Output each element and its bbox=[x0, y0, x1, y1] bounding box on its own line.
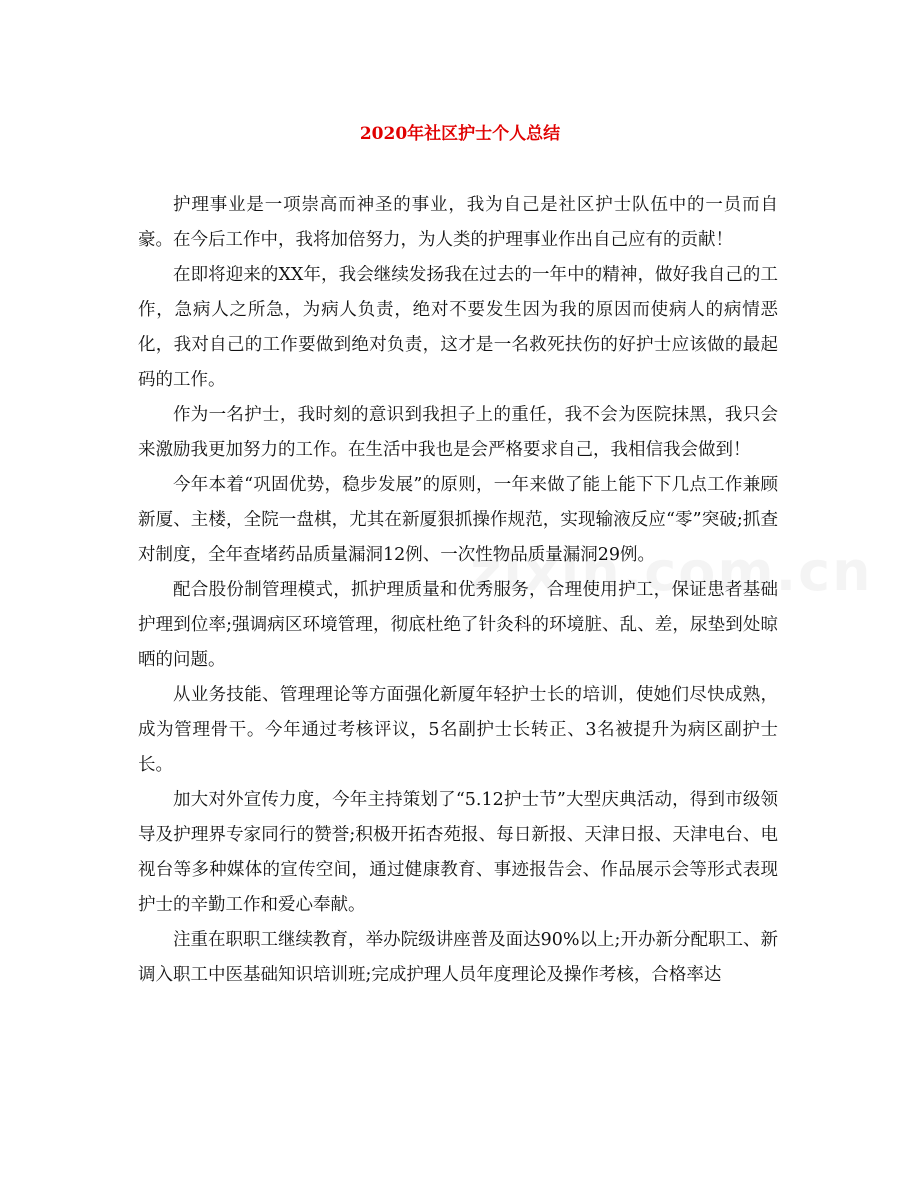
paragraph-4: 今年本着“巩固优势，稳步发展”的原则，一年来做了能上能下下几点工作兼顾新厦、主楼，全院一盘棋，尤其在新厦狠抓操作规范，实现输液反应“零”突破;抓查对制度，全年查堵药品质量漏洞12例、一次性物品质量漏洞29例。 bbox=[138, 475, 778, 565]
paragraph-1: 护理事业是一项崇高而神圣的事业，我为自己是社区护士队伍中的一员而自豪。在今后工作中，我将加倍努力，为人类的护理事业作出自己应有的贡献！ bbox=[138, 195, 778, 250]
paragraph-5: 配合股份制管理模式，抓护理质量和优秀服务，合理使用护工，保证患者基础护理到位率;强调病区环境管理，彻底杜绝了针灸科的环境脏、乱、差，尿垫到处晾晒的问题。 bbox=[138, 580, 778, 670]
paragraph-3: 作为一名护士，我时刻的意识到我担子上的重任，我不会为医院抹黑，我只会来激励我更加努力的工作。在生活中我也是会严格要求自己，我相信我会做到！ bbox=[138, 405, 778, 460]
paragraph-2: 在即将迎来的XX年，我会继续发扬我在过去的一年中的精神，做好我自己的工作，急病人之所急，为病人负责，绝对不要发生因为我的原因而使病人的病情恶化，我对自己的工作要做到绝对负责，这才是一名救死扶伤的好护士应该做的最起码的工作。 bbox=[138, 265, 778, 390]
paragraph-6: 从业务技能、管理理论等方面强化新厦年轻护士长的培训，使她们尽快成熟，成为管理骨干。今年通过考核评议，5名副护士长转正、3名被提升为病区副护士长。 bbox=[138, 685, 778, 775]
paragraph-8: 注重在职职工继续教育，举办院级讲座普及面达90%以上;开办新分配职工、新调入职工中医基础知识培训班;完成护理人员年度理论及操作考核，合格率达 bbox=[138, 930, 778, 985]
document-title: 2020年社区护士个人总结 bbox=[359, 124, 561, 144]
document-body bbox=[138, 188, 778, 993]
paragraph-7: 加大对外宣传力度，今年主持策划了“5.12护士节”大型庆典活动，得到市级领导及护理界专家同行的赞誉;积极开拓杏苑报、每日新报、天津日报、天津电台、电视台等多种媒体的宣传空间，通过健康教育、事迹报告会、作品展示会等形式表现护士的辛勤工作和爱心奉献。 bbox=[138, 790, 778, 915]
